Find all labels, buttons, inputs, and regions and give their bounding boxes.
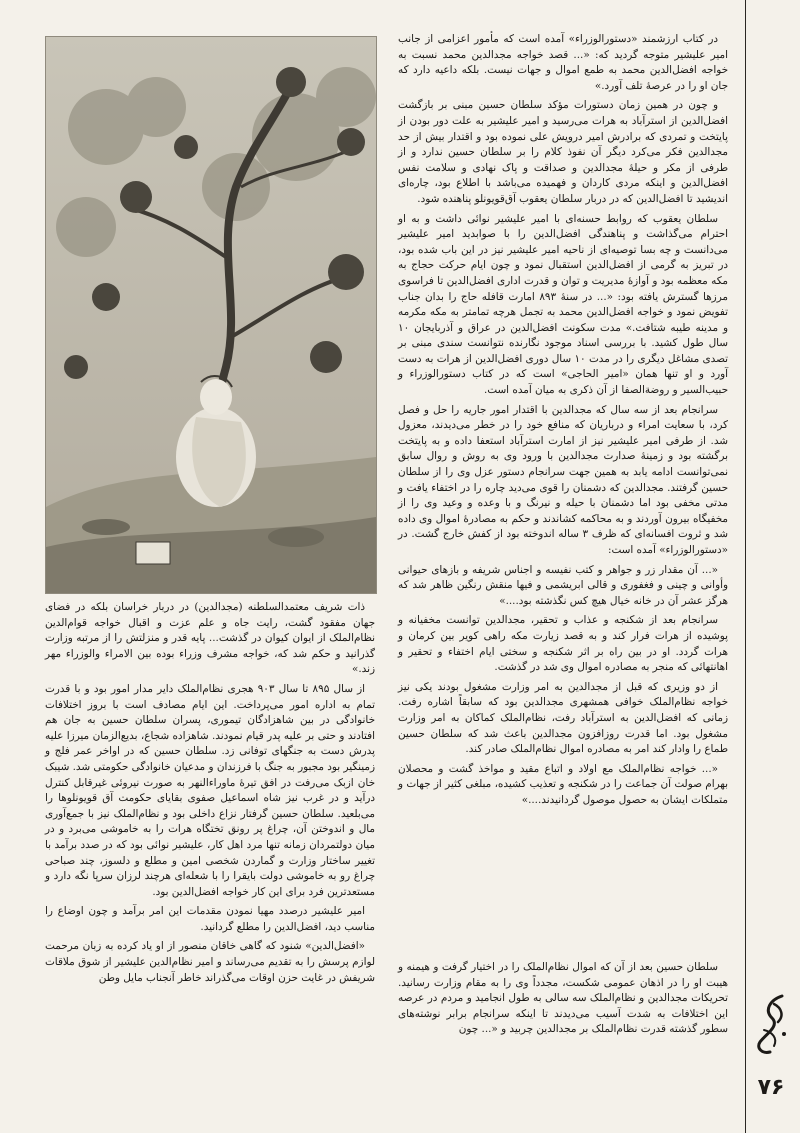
paragraph: از دو وزیری که قبل از مجدالدین به امر وزارت مشغول بودند یکی نیز خواجه نظام‌الملک خوافی همشهری مجدالدین بود که سابقاً اشاره رفت. زمانی که افضل‌الدین به استرآباد رفت، نظام‌الملک کماکان به امر وزارت مشغول بود. اما قدرت روزافزون مجدالدین باعث شد که سلطان حسین طماع را وادار کند امر به مصادره اموال نظام‌الملک صادر کند. <box>398 680 728 756</box>
paragraph: سرانجام بعد از شکنجه و عذاب و تحقیر، مجدالدین توانست مخفیانه و پوشیده از هرات فرار کند و به قصد زیارت مکه راهی کویر بین کرمان و هرات گردد. او در بین راه بر اثر شکنجه و سختی ایام اختفاء و تحقیر و اهانتهائی که منجر به مصادره اموال وی شد در گذشت. <box>398 614 728 674</box>
right-column-bottom-text <box>398 960 728 1042</box>
left-column-text <box>45 600 375 990</box>
paragraph: «افضل‌الدین» شنود که گاهی خاقان منصور از او یاد کرده به زبان مرحمت لوازم پرسش را به تقدیم می‌رساند و امیر نظام‌الدین علیشیر از شوق ملاقات شریفش در غایت حزن اوقات می‌گذراند خاطر آنجناب مایل وطن <box>45 940 375 984</box>
illustration-art <box>46 37 376 593</box>
paragraph: سلطان حسین بعد از آن که اموال نظام‌الملک را در اختیار گرفت و هیمنه و هیبت او را در اذهان عمومی شکست، مجدداً وی را به مقام وزارت رسانید. تحریکات مجدالدین و نظام‌الملک سه سالی به طول انجامید و مردم در عرصه این اختلافات به شدت آسیب می‌دیدند تا اینکه سرانجام برابر نوشته‌های سطور گذشته قدرت نظام‌الملک بر مجدالدین چربید و «... چون <box>398 961 728 1036</box>
quote-paragraph: ذات شریف معتمدالسلطنه (مجدالدین) در دربار خراسان بلکه در فضای جهان مفقود گشت، رایت جاه و علم عزت و اقبال خواجه قوام‌الدین نظام‌الملک از ایوان کیوان در گذشت... پایه قدر و منزلتش را از مرتبه وزارت گذرانید و حکم شد که، خواجه مشرف وزراء بوده بین الامراء والوزراء مهر زند.» <box>45 601 375 676</box>
paragraph: سلطان یعقوب که روابط حسنه‌ای با امیر علیشیر نوائی داشت و به او احترام می‌گذاشت و پناهندگی افضل‌الدین را با صوابدید امیر علیشیر می‌دانست و چه بسا توصیه‌ای از ناحیه امیر علیشیر نیز در این باب شده بود، در تبریز به گرمی از افضل‌الدین استقبال نمود و چون ایام حرکت حجاج به مکه معظمه بود و آوازهٔ مدیریت و توان و قدرت اداری افضل‌الدین تا فراسوی مرزها گسترش یافته بود: «... در سنهٔ ۸۹۳ امارت قافله حاج را بدان جناب تفویض نمود و خواجه افضل‌الدین محمد به تجمل هرچه تمامتر به مکه مکرمه و مدینه طیبه شتافت.» مدت سکونت افضل‌الدین در عراق و آذربایجان ۱۰ سال طول کشید. با بررسی اسناد موجود نگارنده نتوانست سندی مبنی بر تصدی مشاغل دیگری را در مدت ۱۰ سال دوری افضل‌الدین از هرات به دست آورد و او تنها همان «امیر الحاجی» است که در کتاب دستورالوزراء و حبیب‌السیر و روضة‌الصفا از آن ذکری به میان آمده است. <box>398 212 729 397</box>
paragraph: در کتاب ارزشمند «دستورالوزراء» آمده است که مأمور اعزامی از جانب امیر علیشیر متوجه گردید که: «... قصد خواجه مجدالدین محمد نسبت به خواجه افضل‌الدین محمد به طمع اموال و جهات نیست. بلکه داعیه دارد که جان او را در عرصهٔ تلف آورد.» <box>398 33 728 92</box>
quote-paragraph: «... آن مقدار زر و جواهر و کتب نفیسه و اجناس شریفه و بازهای حیوانی وأوانی و چینی و فغفوری و قالی ابریشمی و فیها منقش رنگین ظاهر شد که هرگز عشر آن در خانه خیال هیچ کس نگذشته بود....» <box>398 563 728 607</box>
paragraph: و چون در همین زمان دستورات مؤکد سلطان حسین مبنی بر بازگشت افضل‌الدین از استرآباد به هرات می‌رسید و امیر علیشیر به علت دور بودن از پایتخت و تمردی که برادرش امیر درویش علی نموده بود و اقتدار بیش از حد مجدالدین فکر می‌کرد دیگر آن نفوذ کلام را بر سلطان حسین ندارد و از طرفی از مکر و حیلهٔ مجدالدین و صداقت و پاک نهادی و سلامت نفس افضل‌الدین و اینکه مردی کاردان و فهمیده می‌باشد با اطلاع بود، چاره‌ای اندیشید تا افضل‌الدین که در دربار سلطان یعقوب آق‌قویونلو پناهنده شود. <box>398 99 728 205</box>
paragraph: از سال ۸۹۵ تا سال ۹۰۳ هجری نظام‌الملک دایر مدار امور بود و با قدرت تمام به اداره امور می‌پرداخت. این ایام مصادف است با بروز اختلافات خانوادگی در بین شاهزادگان تیموری، پسران سلطان حسین به جان هم افتادند و حتی بر علیه پدر قیام نمودند. شاهزاده شجاع، بدیع‌الزمان میرزا علیه پدرش دست به جنگهای توفانی زد. سلطان حسین که در اواخر عمر فلج و زمینگیر بود مجبور به جنگ با فرزندان و مدعیان خانوادگی حکومتی شد. شیبک خان ازبک می‌رفت در افق تیرهٔ ماوراءالنهر به صورت نیروئی غیرقابل کنترل درآید و در غرب نیز شاه اسماعیل صفوی بقایای حکومت آق قویونلوها را می‌بلعید. سلطان حسین گرفتار نزاع داخلی بود و نظام‌الملک نیز با جمع‌آوری مال و اندوختن آن، چراغ پر رونق تختگاه هرات را به خاموشی می‌برد و در میان دولتمردان زمانه تنها مرد اهل کار، علیشیر نوائی بود که در صدد برآمد با تغییر ساختار وزارت و گماردن شخصی امین و مطلع و دلسوز، چند صباحی چراغ رو به خاموشی دولت بایقرا را با شعله‌ای هرچند لرزان سرپا نگه دارد و مستعدترین فرد برای این کار خواجه افضل‌الدین بود. <box>45 682 375 898</box>
paragraph: سرانجام بعد از سه سال که مجدالدین با اقتدار امور جاریه را حل و فصل کرد، با سعایت امراء و درباریان که منافع خود را در خطر می‌دیدند، معزول شد. از طرفی امیر علیشیر نیز از امارت استرآباد استعفا داده و به پایتخت برگشته بود و زمینهٔ صدارت مجدالدین با ورود وی به روش و روال سابق نمی‌توانست ادامه یابد به همین جهت سرانجام دستور عزل وی را از سلطان حسین گرفتند. مجدالدین که دشمنان را قوی می‌دید چاره را در اختفاء یافت و مدتی مخفی بود اما دشمنان با حیله و نیرنگ و با وعده و وعید وی را از مخفیگاه بیرون آوردند و به محاکمه کشاندند و حکم به مصادرهٔ اموال وی داده شد و ثروت افسانه‌ای که ظرف ۳ ساله اندوخته بود از کفش خارج گشت. در «دستورالوزراء» آمده است: <box>398 403 728 556</box>
page-number: ۷۶ <box>757 1075 785 1100</box>
right-column-text <box>398 32 728 813</box>
quote-paragraph: «... خواجه نظام‌الملک مع اولاد و اتباع مقید و مواخذ گشت و محصلان بهرام صولت آن جماعت را در شکنجه و تعذیب کشیده، مبلغی کثیر از جهات و متملکات ایشان به حصول موصول گردانیدند....» <box>398 762 728 806</box>
brand-logo <box>752 990 792 1060</box>
margin-rule <box>745 0 746 1133</box>
kerman-wordmark-icon <box>752 990 792 1060</box>
paragraph: امیر علیشیر درصدد مهیا نمودن مقدمات این امر برآمد و چون اوضاع را مناسب دید، افضل‌الدین را مطلع گردانید. <box>45 905 375 933</box>
miniature-illustration <box>45 36 377 594</box>
